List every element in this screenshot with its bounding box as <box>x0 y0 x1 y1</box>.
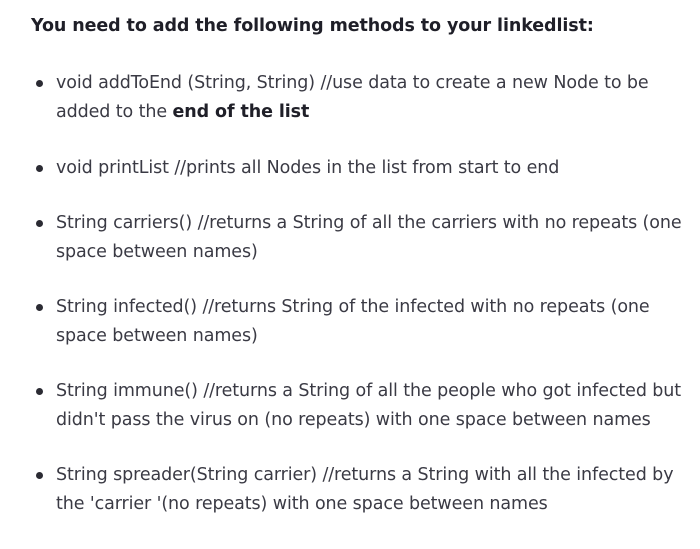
bullet-icon <box>36 388 43 395</box>
method-description: void printList //prints all Nodes in the list from start to end <box>56 158 560 178</box>
method-item-infected <box>56 293 696 351</box>
bullet-icon <box>36 165 43 172</box>
bullet-icon <box>36 80 43 87</box>
method-item-add-to-end <box>56 69 696 127</box>
bullet-icon <box>36 304 43 311</box>
method-item-print-list <box>56 154 696 183</box>
method-item-immune <box>56 377 696 435</box>
method-description: String infected() //returns String of the infected with no repeats (one space between names) <box>56 297 650 346</box>
bullet-icon <box>36 472 43 479</box>
instructions-heading: You need to add the following methods to your linkedlist: <box>31 16 594 36</box>
method-description: String immune() //returns a String of all the people who got infected but didn't pass the virus on (no repeats) with one space between names <box>56 381 682 430</box>
method-description: String spreader(String carrier) //returns a String with all the infected by the 'carrier '(no repeats) with one space between names <box>56 465 674 514</box>
bullet-icon <box>36 220 43 227</box>
method-description: String carriers() //returns a String of all the carriers with no repeats (one space between names) <box>56 213 682 262</box>
method-item-carriers <box>56 209 696 267</box>
method-item-spreader <box>56 461 696 519</box>
method-emphasis: end of the list <box>172 102 310 122</box>
method-description: void addToEnd (String, String) //use data to create a new Node to be added to the <box>56 73 649 122</box>
